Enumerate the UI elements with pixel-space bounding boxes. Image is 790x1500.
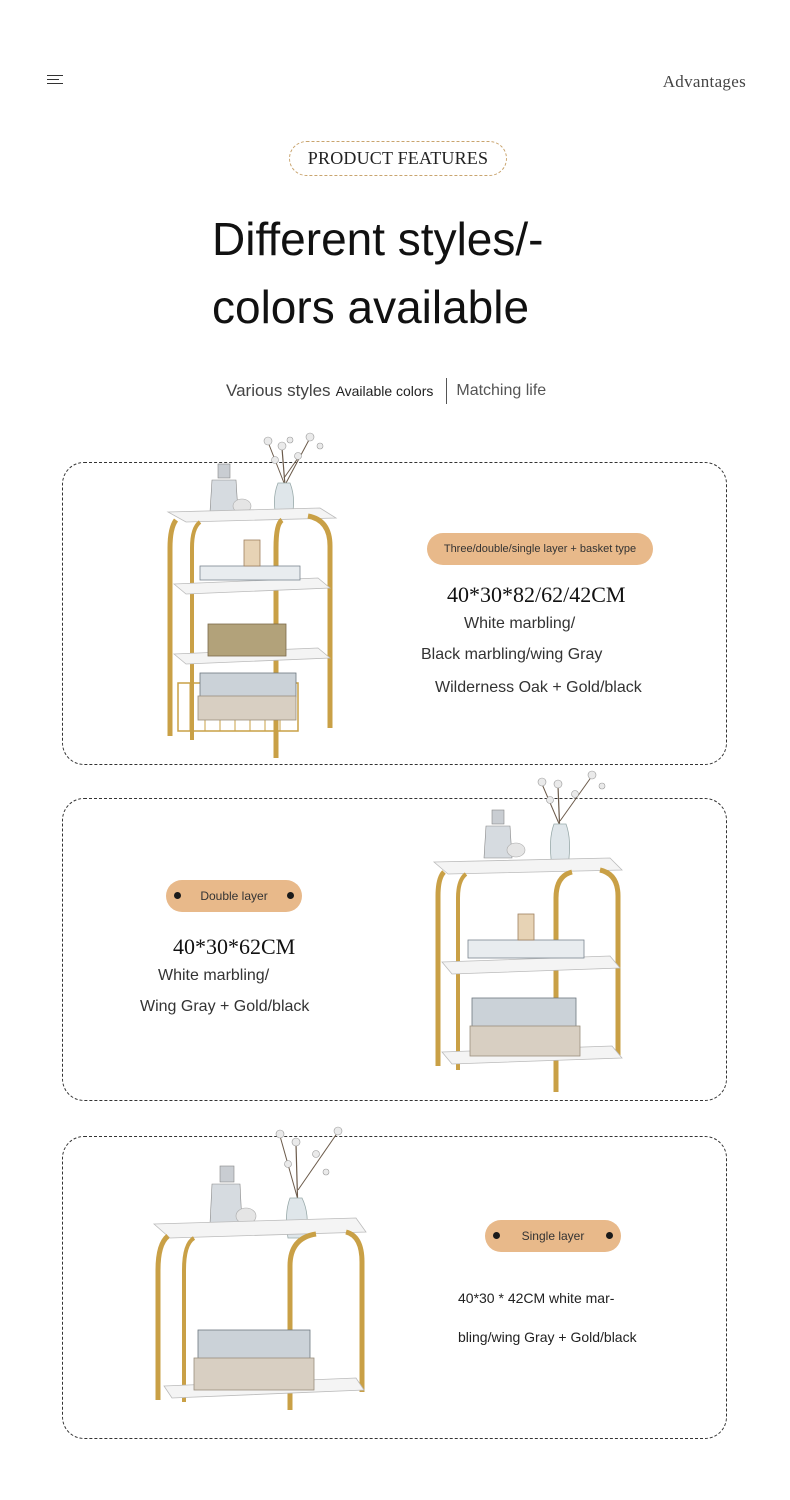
card2-badge-dot-left (174, 892, 181, 899)
card2-badge-label: Double layer (200, 889, 268, 903)
card2-badge (166, 880, 302, 912)
card3-badge-dot-right (606, 1232, 613, 1239)
card1-size: 40*30*82/62/42CM (447, 582, 626, 607)
headline-line-1: Different styles/- (212, 213, 544, 265)
card2-line2: Wing Gray + Gold/black (140, 998, 310, 1015)
advantages-link[interactable]: Advantages (662, 72, 746, 91)
card1-badge (427, 533, 653, 565)
card2-size: 40*30*62CM (173, 934, 296, 959)
headline (212, 205, 632, 341)
card3-badge-dot-left (493, 1232, 500, 1239)
tagline-matching-life: Matching life (456, 382, 547, 399)
card2-line1: White marbling/ (158, 967, 270, 984)
product-features-pill: PRODUCT FEATURES (289, 141, 507, 176)
card3-badge-label: Single layer (521, 1229, 585, 1243)
card3-line2: bling/wing Gray + Gold/black (458, 1329, 637, 1345)
card2-badge-dot-right (287, 892, 294, 899)
card1-line1: White marbling/ (464, 615, 576, 632)
tagline-various-styles: Various styles (226, 381, 331, 400)
card1-badge-label: Three/double/single layer + basket type (443, 543, 637, 555)
card1-line3: Wilderness Oak + Gold/black (435, 679, 642, 696)
tagline (226, 376, 546, 406)
menu-icon[interactable] (47, 75, 63, 85)
double-layer-table-image (430, 766, 630, 1096)
card1-line2: Black marbling/wing Gray (421, 646, 603, 663)
card3-badge (485, 1220, 621, 1252)
tagline-divider (446, 378, 447, 404)
three-layer-table-image (160, 428, 350, 763)
headline-line-2: colors available (212, 281, 530, 333)
card3-line1: 40*30 * 42CM white mar- (458, 1290, 615, 1306)
tagline-available-colors: Available colors (335, 383, 434, 399)
single-layer-table-image (150, 1120, 370, 1420)
